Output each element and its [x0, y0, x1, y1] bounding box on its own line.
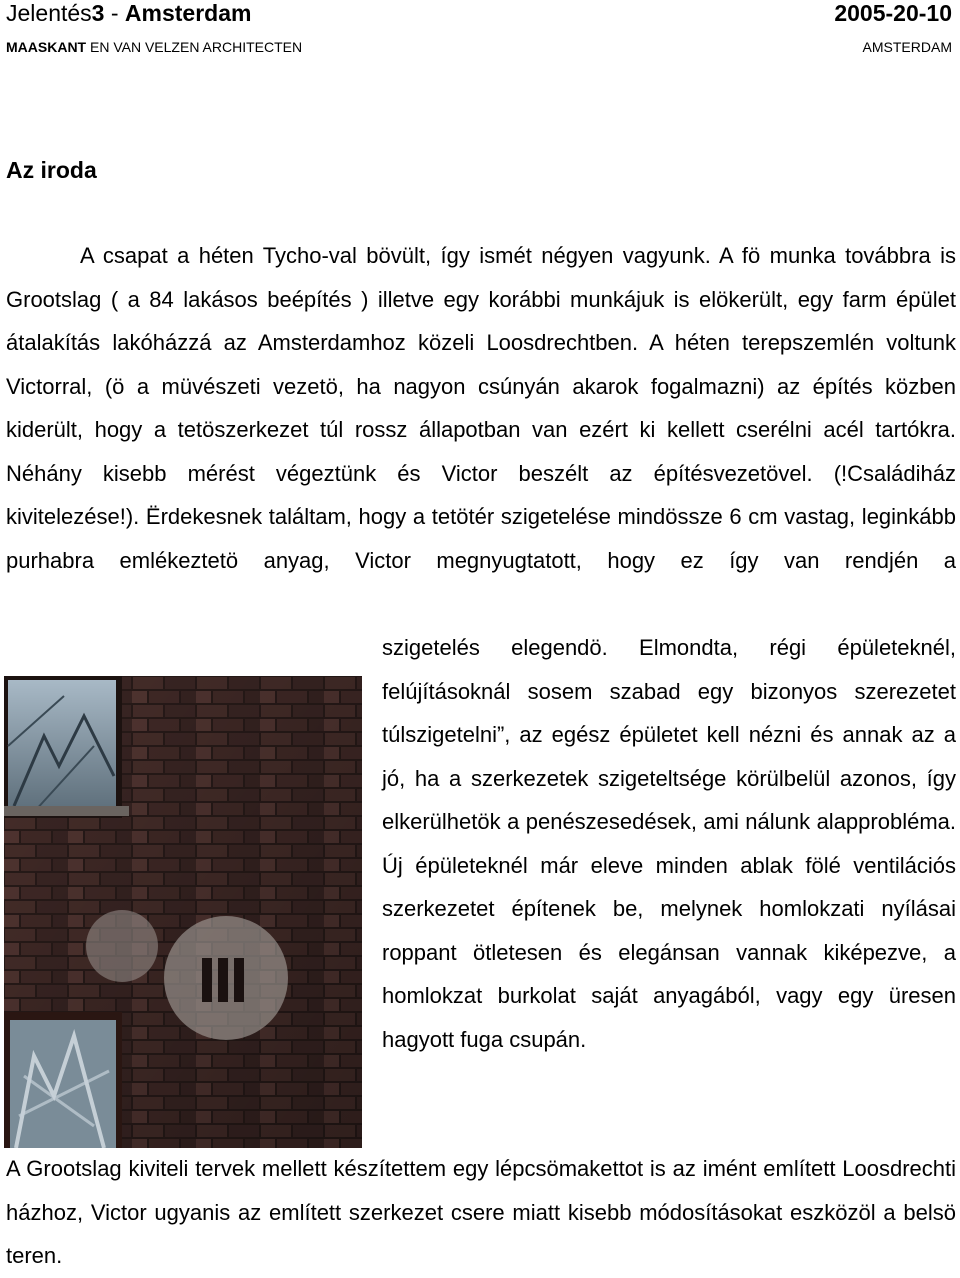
firm-location: AMSTERDAM [862, 39, 952, 55]
report-title: Jelentés3 - Amsterdam [6, 0, 252, 26]
report-header [6, 0, 952, 26]
firm-header [6, 38, 952, 56]
brick-wall-photo [4, 676, 362, 1148]
section-title: Az iroda [6, 157, 97, 183]
report-date: 2005-20-10 [834, 0, 952, 26]
paragraph-1: A csapat a héten Tycho-val bövült, így ismét négyen vagyunk. A fö munka továbbra is Grootslag ( a 84 lakásos beépítés ) illetve egy korábbi munkájuk is elökerült, egy farm épület átalakítás lakóházzá az Amsterdamhoz közeli Loosdrechtben. A héten terepszemlén voltunk Victorral, (ö a müvészeti vezetö, ha nagyon csúnyán akarok fogalmazni) az építés közben kiderült, hogy a tetöszerkezet túl rossz állapotban van ezért ki kellett cserélni acél tartókra. Néhány kisebb mérést végeztünk és Victor beszélt az építésvezetövel. (!Családiház kivitelezése!). Ërdekesnek találtam, hogy a tetötér szigetelése mindössze 6 cm vastag, leginkább purhabra emlékeztetö anyag, Victor megnyugtatott, hogy ez így van rendjén a [6, 243, 956, 573]
firm-name: MAASKANT EN VAN VELZEN ARCHITECTEN [6, 39, 303, 55]
paragraph-3: A Grootslag kiviteli tervek mellett készítettem egy lépcsömakettot is az imént említett Loosdrechti házhoz, Victor ugyanis az említett szerkezet csere miatt kisebb módosításokat eszközöl a belsö teren. [6, 1156, 956, 1268]
photo-image [4, 676, 362, 1148]
paragraph-2: szigetelés elegendö. Elmondta, régi épületeknél, felújításoknál sosem szabad egy bizonyos szerezetet túlszigetelni”, az egész épületet kell nézni és annak az a jó, ha a szerkezetek szigeteltsége körülbelül azonos, így elkerülhetök a penészesedések, ami nálunk alapprobléma. Új épületeknél már eleve minden ablak fölé ventilációs szerkezetet építenek be, melynek homlokzati nyílásai roppant ötletesen és elegánsan vannak kiképezve, a homlokzat burkolat saját anyagából, vagy egy üresen hagyott fuga csupán. [382, 635, 956, 1052]
